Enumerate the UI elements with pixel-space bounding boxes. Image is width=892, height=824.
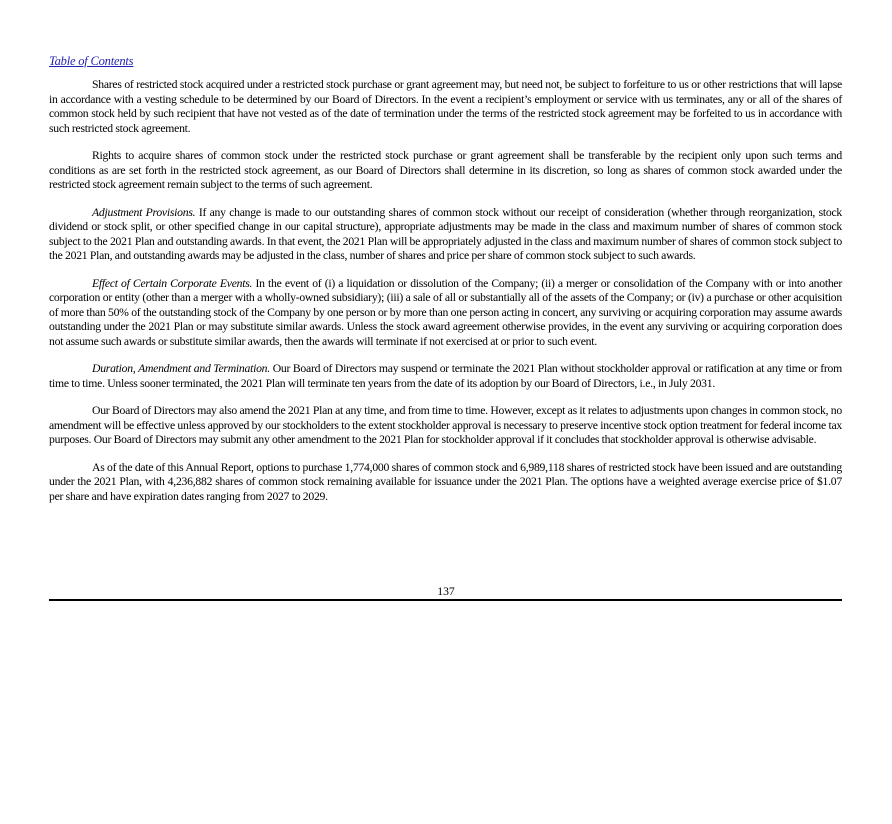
table-of-contents-link[interactable]: Table of Contents [49,54,134,68]
paragraph-corporate-events [49,277,842,350]
paragraph-restricted-stock-forfeiture [49,78,842,136]
paragraph-text: If any change is made to our outstanding shares of common stock without our receipt of consideration (whether through reorganization, stock dividend or stock split, or other specified change in our capital structure), appropriate adjustments may be made in the class and maximum number of shares of common stock subject to the 2021 Plan and outstanding awards. In that event, the 2021 Plan will be appropriately adjusted in the class and maximum number of shares of common stock subject to the 2021 Plan, and outstanding awards may be adjusted in the class, number of shares and price per share of common stock subject to such awards. [49,205,843,262]
paragraph-text: In the event of (i) a liquidation or dissolution of the Company; (ii) a merger or consolidation of the Company with or into another corporation or entity (other than a merger with a wholly-owned subsidiary); (iii) a sale of all or substantially all of the assets of the Company; or (iv) a purchase or other acquisition of more than 50% of the outstanding stock of the Company by one person or by more than one person acting in concert, any surviving or acquiring corporation may assume awards outstanding under the 2021 Plan or may substitute similar awards. Unless the stock award agreement otherwise provides, in the event any surviving or acquiring corporation does not assume such awards or substitute similar awards, then the awards will terminate if not exercised at or prior to such event. [49,276,842,348]
paragraph-outstanding-options [49,461,842,505]
paragraph-plan-amendment [49,404,842,448]
paragraph-text: Our Board of Directors may also amend the 2021 Plan at any time, and from time to time. However, except as it relates to adjustments upon changes in common stock, no amendment will be effective unless approved by our stockholders to the extent stockholder approval is necessary to preserve incentive stock option treatment for federal income tax purposes. Our Board of Directors may submit any other amendment to the 2021 Plan for stockholder approval if it concludes that stockholder approval is otherwise advisable. [49,404,842,446]
paragraph-heading: Effect of Certain Corporate Events. [92,276,253,290]
document-page [49,52,842,517]
paragraph-text: Shares of restricted stock acquired under a restricted stock purchase or grant agreement may, but need not, be subject to forfeiture to us or other restrictions that will lapse in accordance with a vesting schedule to be determined by our Board of Directors. In the event a recipient’s employment or service with us terminates, any or all of the shares of common stock held by such recipient that have not vested as of the date of termination under the terms of the restricted stock agreement may be forfeited to us in accordance with such restricted stock agreement. [49,78,842,135]
page-number: 137 [437,585,455,598]
paragraph-text: As of the date of this Annual Report, options to purchase 1,774,000 shares of common stock and 6,989,118 shares of restricted stock have been issued and are outstanding under the 2021 Plan, with 4,236,882 shares of common stock remaining available for issuance under the 2021 Plan. The options have a weighted average exercise price of $1.07 per share and have expiration dates ranging from 2027 to 2029. [49,460,842,503]
paragraph-adjustment-provisions [49,206,842,264]
paragraph-text: Our Board of Directors may suspend or terminate the 2021 Plan without stockholder approval or ratification at any time or from time to time. Unless sooner terminated, the 2021 Plan will terminate ten years from the date of its adoption by our Board of Directors, i.e., in July 2031. [49,362,842,390]
footer-divider [49,599,842,601]
paragraph-duration-amendment-termination [49,362,842,391]
paragraph-heading: Duration, Amendment and Termination. [92,362,270,375]
paragraph-heading: Adjustment Provisions. [92,205,196,219]
paragraph-text: Rights to acquire shares of common stock under the restricted stock purchase or grant agreement shall be transferable by the recipient only upon such terms and conditions as are set forth in the restricted stock agreement, as our Board of Directors shall determine in its discretion, so long as shares of common stock awarded under the restricted stock agreement remain subject to the terms of such agreement. [49,149,842,191]
paragraph-transfer-rights [49,149,842,193]
